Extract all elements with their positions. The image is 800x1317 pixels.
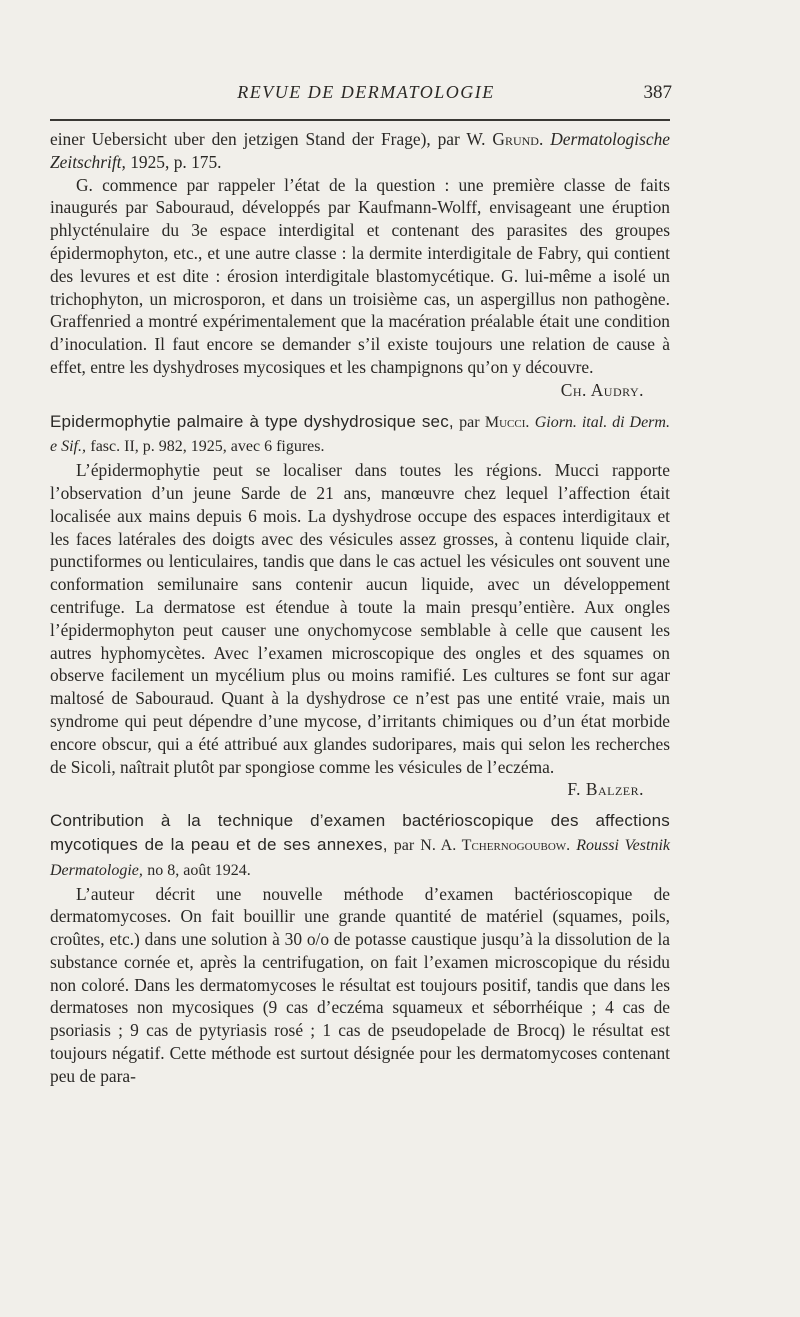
article1-body: G. commence par rappeler l’état de la question : une première classe de faits inaugurés par Sabouraud, développés par Kaufmann-Wolff, envisageant une éruption phlycténulaire du 3e espace interdigital et contenant des parasites des groupes épidermophyton, etc., et une autre classe : la dermite interdigitale de Fabry, qui contient des levures et est dite : érosion interdigitale blastomycétique. G. lui-même a isolé un trichophyton, un microsporon, et dans un troisième cas, un aspergillus non pathogène. Graffenried a montré expérimentalement que la macération préalable était une condition d’inoculation. Il faut encore se demander s’il existe toujours une relation de cause à effet, entre les dyshydroses mycosiques et les champignons qu’on y découvre. xyxy=(50,174,670,377)
article2-heading xyxy=(50,410,670,460)
page-content xyxy=(50,128,670,1088)
article2-details: fasc. II, p. 982, 1925, avec 6 figures. xyxy=(90,438,325,456)
article3-title: Contribution à la technique d’examen bactérioscopique des affections mycotiques de la peau et de ses annexes, xyxy=(50,811,670,854)
page-header xyxy=(60,82,672,112)
article3-par: par xyxy=(393,836,415,854)
carryover-text: einer Uebersicht uber den jetzigen Stand der Frage), par W. xyxy=(50,129,486,149)
article1-signature: Ch. Audry. xyxy=(560,379,644,400)
carryover-citation xyxy=(50,128,670,174)
article2-journal: Giorn. ital. di Derm. e Sif., xyxy=(50,413,670,456)
page-number: 387 xyxy=(643,82,672,103)
article3-body: L’auteur décrit une nouvelle méthode d’examen bactérioscopique de dermatomycoses. On fait bouillir une grande quantité de matériel (squames, poils, croûtes, etc.) dans une solution à 30 o/o de potasse caustique jusqu’à la dissolution de la substance cornée et, après la centrifugation, on fait l’examen microscopique du résidu non coloré. Dans les dermatomycoses le résultat est toujours positif, tandis que dans les dermatoses non mycosiques (9 cas d’eczéma squameux et séborrhéique ; 4 cas de psoriasis ; 9 cas de pytyriasis rosé ; 1 cas de pseudopelade de Brocq) le résultat est toujours négatif. Cette méthode est surtout désignée pour les dermatomycoses contenant peu de para- xyxy=(50,883,670,1086)
header-rule xyxy=(50,119,670,121)
running-title: REVUE DE DERMATOLOGIE xyxy=(237,82,495,102)
carryover-journal: Dermatologische Zeitschrift, xyxy=(50,129,670,172)
article3-journal: Roussi Vestnik Dermatologie, xyxy=(50,836,671,879)
article3-heading xyxy=(50,809,670,882)
article2-body: L’épidermophytie peut se localiser dans toutes les régions. Mucci rapporte l’observation d’un jeune Sarde de 21 ans, manœuvre chez lequel l’affection était localisée aux mains depuis 6 mois. La dyshydrose occupe des espaces interdigitaux et les faces latérales des doigts avec des vésicules assez grosses, à contenu liquide clair, punctiformes ou lenticulaires, tandis que dans le cas actuel les vésicules ont souvent une conformation semilunaire sans contenir aucun liquide, avec un développement centrifuge. La dermatose est étendue à toute la main presqu’entière. Aux ongles l’épidermophyton peut causer une onychomycose semblable à celle que causent les autres hyphomycètes. Avec l’examen microscopique des ongles et des squames on observe facilement un mycélium plus ou moins ramifié. Les cultures se font sur agar maltosé de Sabouraud. Quant à la dyshydrose ce n’est pas une entité vraie, mais un syndrome qui peut dépendre d’une mycose, d’irritants chimiques ou d’un état morbide encore obscur, qui a été attribué aux glandes sudoripares, mais qui selon les recherches de Sicoli, naîtrait plutôt par spongiose comme les vésicules de l’eczéma. xyxy=(50,460,670,777)
article3-author: N. A. Tchernogoubow. xyxy=(420,836,571,854)
article2-par: par xyxy=(459,413,480,431)
carryover-details: 1925, p. 175. xyxy=(130,151,222,172)
article3-details: no 8, août 1924. xyxy=(147,861,251,879)
article2-author: Mucci. xyxy=(484,413,530,431)
carryover-author: Grund. xyxy=(492,129,544,149)
article2-title: Epidermophytie palmaire à type dyshydrosique sec, xyxy=(50,411,454,431)
article2-signature: F. Balzer. xyxy=(567,779,644,800)
